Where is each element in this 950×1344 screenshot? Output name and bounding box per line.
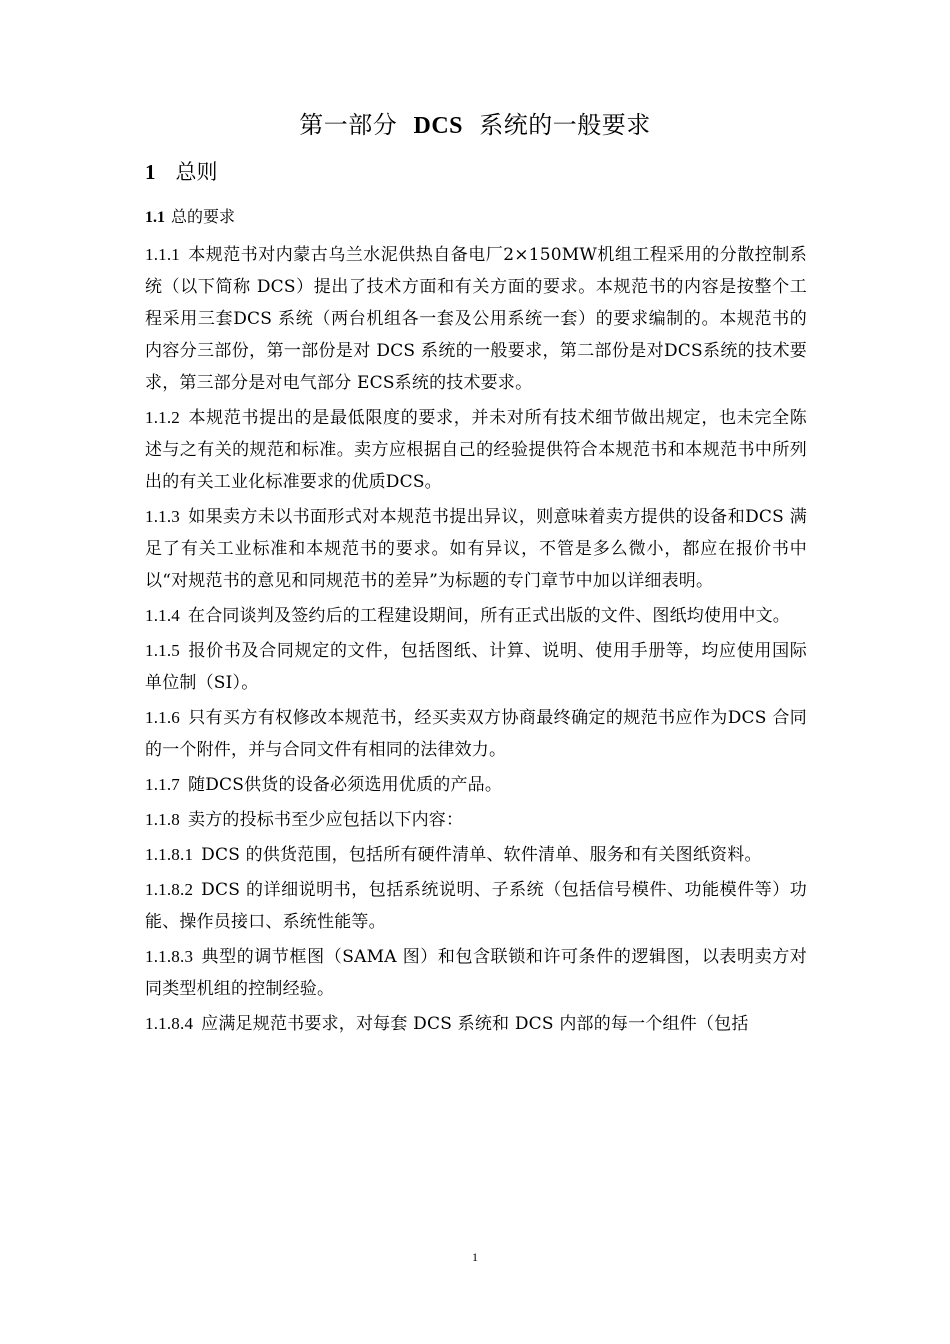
paragraph-number: 1.1.8 [145, 810, 180, 829]
paragraph [145, 804, 807, 836]
title-code: DCS [413, 113, 463, 139]
body-text [145, 239, 807, 1043]
paragraph-number: 1.1.2 [145, 408, 180, 427]
paragraph-number: 1.1.8.3 [145, 947, 194, 966]
paragraph-text: 本规范书对内蒙古乌兰水泥供热自备电厂2×150MW机组工程采用的分散控制系统（以下简称 DCS）提出了技术方面和有关方面的要求。本规范书的内容是按整个工程采用三套DCS 系统（两台机组各一套及公用系统一套）的要求编制的。本规范书的内容分三部份，第一部份是对 DCS 系统的一般要求，第二部份是对DCS系统的技术要求，第三部分是对电气部分 ECS系统的技术要求。 [145, 245, 807, 393]
page-title [0, 110, 950, 141]
page-number: 1 [472, 1250, 478, 1264]
paragraph [145, 1008, 807, 1040]
paragraph-text: DCS 的供货范围，包括所有硬件清单、软件清单、服务和有关图纸资料。 [201, 845, 762, 865]
paragraph [145, 769, 807, 801]
paragraph-text: 如果卖方未以书面形式对本规范书提出异议，则意味着卖方提供的设备和DCS 满足了有关工业标准和本规范书的要求。如有异议，不管是多么微小，都应在报价书中以“对规范书的意见和同规范书的差异”为标题的专门章节中加以详细表明。 [145, 507, 807, 591]
subsection-number: 1.1 [145, 209, 165, 226]
paragraph-number: 1.1.1 [145, 245, 180, 264]
paragraph-number: 1.1.8.4 [145, 1014, 194, 1033]
section-heading [145, 158, 218, 186]
subsection-text: 总的要求 [171, 207, 236, 226]
paragraph-text: 随DCS供货的设备必须选用优质的产品。 [188, 775, 503, 795]
section-number: 1 [145, 160, 156, 184]
paragraph [145, 600, 807, 632]
paragraph-text: 本规范书提出的是最低限度的要求，并未对所有技术细节做出规定，也未完全陈述与之有关的规范和标准。卖方应根据自己的经验提供符合本规范书和本规范书中所列出的有关工业化标准要求的优质DCS。 [145, 408, 807, 492]
paragraph-number: 1.1.8.2 [145, 880, 194, 899]
paragraph [145, 402, 807, 498]
paragraph [145, 839, 807, 871]
paragraph-text: 只有买方有权修改本规范书，经买卖双方协商最终确定的规范书应作为DCS 合同的一个附件，并与合同文件有相同的法律效力。 [145, 708, 807, 760]
title-prefix: 第一部分 [299, 111, 398, 139]
paragraph-text: DCS 的详细说明书，包括系统说明、子系统（包括信号模件、功能模件等）功能、操作员接口、系统性能等。 [145, 880, 807, 932]
paragraph-number: 1.1.6 [145, 708, 180, 727]
paragraph [145, 941, 807, 1005]
paragraph [145, 702, 807, 766]
paragraph [145, 501, 807, 597]
paragraph-number: 1.1.4 [145, 606, 180, 625]
paragraph [145, 635, 807, 699]
paragraph [145, 874, 807, 938]
paragraph-text: 在合同谈判及签约后的工程建设期间，所有正式出版的文件、图纸均使用中文。 [188, 606, 790, 626]
paragraph-number: 1.1.3 [145, 507, 180, 526]
paragraph-text: 报价书及合同规定的文件，包括图纸、计算、说明、使用手册等，均应使用国际单位制（SI）。 [145, 641, 807, 693]
paragraph-text: 应满足规范书要求，对每套 DCS 系统和 DCS 内部的每一个组件（包括 [201, 1014, 749, 1034]
paragraph-text: 卖方的投标书至少应包括以下内容： [188, 810, 464, 830]
paragraph-number: 1.1.5 [145, 641, 180, 660]
title-suffix: 系统的一般要求 [479, 111, 651, 139]
paragraph-number: 1.1.7 [145, 775, 180, 794]
subsection-heading [145, 205, 235, 230]
paragraph [145, 239, 807, 399]
paragraph-text: 典型的调节框图（SAMA 图）和包含联锁和许可条件的逻辑图，以表明卖方对同类型机组的控制经验。 [145, 947, 807, 999]
paragraph-number: 1.1.8.1 [145, 845, 194, 864]
section-text: 总则 [175, 160, 218, 184]
